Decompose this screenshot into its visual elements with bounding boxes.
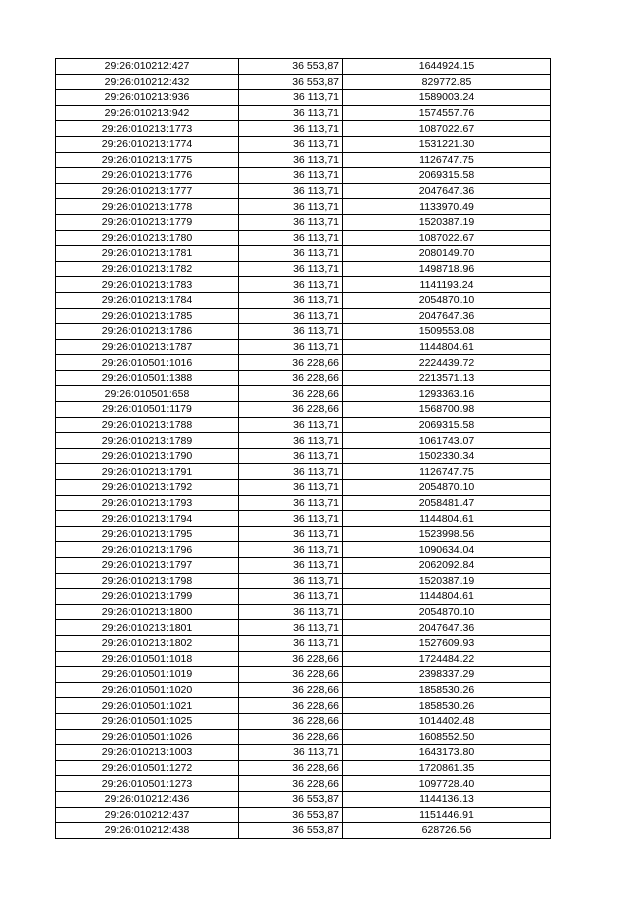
table-row xyxy=(56,183,551,199)
area-value-cell: 36 113,71 xyxy=(239,230,343,246)
table-row xyxy=(56,698,551,714)
table-row xyxy=(56,620,551,636)
cost-value-cell: 1061743.07 xyxy=(343,433,551,449)
area-value-cell: 36 113,71 xyxy=(239,745,343,761)
cost-value-cell: 1858530.26 xyxy=(343,698,551,714)
table-row xyxy=(56,74,551,90)
cost-value-cell: 1133970.49 xyxy=(343,199,551,215)
cost-value-cell: 2054870.10 xyxy=(343,604,551,620)
cost-value-cell: 628726.56 xyxy=(343,823,551,839)
cost-value-cell: 1858530.26 xyxy=(343,682,551,698)
cost-value-cell: 829772.85 xyxy=(343,74,551,90)
cost-value-cell: 1589003.24 xyxy=(343,90,551,106)
area-value-cell: 36 228,66 xyxy=(239,355,343,371)
area-value-cell: 36 113,71 xyxy=(239,152,343,168)
area-value-cell: 36 113,71 xyxy=(239,90,343,106)
cost-value-cell: 1293363.16 xyxy=(343,386,551,402)
cadastral-number-cell: 29:26:010213:1792 xyxy=(56,480,239,496)
area-value-cell: 36 113,71 xyxy=(239,292,343,308)
table-row xyxy=(56,448,551,464)
area-value-cell: 36 113,71 xyxy=(239,573,343,589)
table-row xyxy=(56,402,551,418)
area-value-cell: 36 113,71 xyxy=(239,105,343,121)
table-row xyxy=(56,807,551,823)
table-row xyxy=(56,745,551,761)
area-value-cell: 36 553,87 xyxy=(239,823,343,839)
table-row xyxy=(56,261,551,277)
cadastral-number-cell: 29:26:010501:1016 xyxy=(56,355,239,371)
table-row xyxy=(56,558,551,574)
cost-value-cell: 1087022.67 xyxy=(343,121,551,137)
cadastral-number-cell: 29:26:010212:437 xyxy=(56,807,239,823)
table-row xyxy=(56,823,551,839)
cadastral-number-cell: 29:26:010213:1777 xyxy=(56,183,239,199)
cost-value-cell: 1087022.67 xyxy=(343,230,551,246)
table-row xyxy=(56,90,551,106)
cost-value-cell: 2213571.13 xyxy=(343,370,551,386)
area-value-cell: 36 228,66 xyxy=(239,370,343,386)
area-value-cell: 36 113,71 xyxy=(239,464,343,480)
table-row xyxy=(56,682,551,698)
cost-value-cell: 2062092.84 xyxy=(343,558,551,574)
cost-value-cell: 1502330.34 xyxy=(343,448,551,464)
cost-value-cell: 1144136.13 xyxy=(343,791,551,807)
table-row xyxy=(56,729,551,745)
cadastral-number-cell: 29:26:010213:1798 xyxy=(56,573,239,589)
cadastral-number-cell: 29:26:010501:1018 xyxy=(56,651,239,667)
table-row xyxy=(56,355,551,371)
area-value-cell: 36 228,66 xyxy=(239,386,343,402)
area-value-cell: 36 113,71 xyxy=(239,417,343,433)
table-row xyxy=(56,277,551,293)
area-value-cell: 36 113,71 xyxy=(239,214,343,230)
cost-value-cell: 1520387.19 xyxy=(343,573,551,589)
cadastral-number-cell: 29:26:010213:1787 xyxy=(56,339,239,355)
table-row xyxy=(56,495,551,511)
area-value-cell: 36 228,66 xyxy=(239,713,343,729)
table-row xyxy=(56,121,551,137)
area-value-cell: 36 553,87 xyxy=(239,74,343,90)
cadastral-number-cell: 29:26:010213:1776 xyxy=(56,168,239,184)
cost-value-cell: 1523998.56 xyxy=(343,526,551,542)
cost-value-cell: 2080149.70 xyxy=(343,246,551,262)
area-value-cell: 36 228,66 xyxy=(239,776,343,792)
table-row xyxy=(56,370,551,386)
cadastral-value-table xyxy=(55,58,551,839)
cadastral-number-cell: 29:26:010213:1788 xyxy=(56,417,239,433)
cadastral-number-cell: 29:26:010213:1802 xyxy=(56,635,239,651)
cadastral-number-cell: 29:26:010213:936 xyxy=(56,90,239,106)
table-row xyxy=(56,713,551,729)
cost-value-cell: 1531221.30 xyxy=(343,136,551,152)
cost-value-cell: 1144804.61 xyxy=(343,511,551,527)
cost-value-cell: 1090634.04 xyxy=(343,542,551,558)
area-value-cell: 36 553,87 xyxy=(239,791,343,807)
cost-value-cell: 1643173.80 xyxy=(343,745,551,761)
table-row xyxy=(56,214,551,230)
table-row xyxy=(56,230,551,246)
cadastral-number-cell: 29:26:010212:432 xyxy=(56,74,239,90)
cadastral-number-cell: 29:26:010501:1179 xyxy=(56,402,239,418)
table-row xyxy=(56,791,551,807)
table-row xyxy=(56,464,551,480)
table-row xyxy=(56,480,551,496)
cost-value-cell: 1608552.50 xyxy=(343,729,551,745)
cadastral-number-cell: 29:26:010213:1796 xyxy=(56,542,239,558)
area-value-cell: 36 113,71 xyxy=(239,324,343,340)
area-value-cell: 36 113,71 xyxy=(239,183,343,199)
cadastral-number-cell: 29:26:010213:1793 xyxy=(56,495,239,511)
area-value-cell: 36 113,71 xyxy=(239,308,343,324)
cadastral-number-cell: 29:26:010212:438 xyxy=(56,823,239,839)
table-row xyxy=(56,526,551,542)
cost-value-cell: 2224439.72 xyxy=(343,355,551,371)
cadastral-number-cell: 29:26:010501:1021 xyxy=(56,698,239,714)
area-value-cell: 36 113,71 xyxy=(239,261,343,277)
table-row xyxy=(56,59,551,75)
cost-value-cell: 1568700.98 xyxy=(343,402,551,418)
area-value-cell: 36 113,71 xyxy=(239,339,343,355)
cost-value-cell: 1509553.08 xyxy=(343,324,551,340)
area-value-cell: 36 228,66 xyxy=(239,667,343,683)
area-value-cell: 36 113,71 xyxy=(239,589,343,605)
area-value-cell: 36 113,71 xyxy=(239,480,343,496)
cadastral-number-cell: 29:26:010213:942 xyxy=(56,105,239,121)
area-value-cell: 36 228,66 xyxy=(239,682,343,698)
cost-value-cell: 1527609.93 xyxy=(343,635,551,651)
cadastral-number-cell: 29:26:010501:1025 xyxy=(56,713,239,729)
cost-value-cell: 1644924.15 xyxy=(343,59,551,75)
cadastral-number-cell: 29:26:010501:1020 xyxy=(56,682,239,698)
cadastral-number-cell: 29:26:010213:1801 xyxy=(56,620,239,636)
area-value-cell: 36 113,71 xyxy=(239,168,343,184)
cadastral-number-cell: 29:26:010213:1780 xyxy=(56,230,239,246)
table-row xyxy=(56,667,551,683)
area-value-cell: 36 228,66 xyxy=(239,402,343,418)
cadastral-number-cell: 29:26:010213:1785 xyxy=(56,308,239,324)
cost-value-cell: 1126747.75 xyxy=(343,464,551,480)
cadastral-number-cell: 29:26:010212:436 xyxy=(56,791,239,807)
area-value-cell: 36 553,87 xyxy=(239,807,343,823)
cadastral-number-cell: 29:26:010501:1019 xyxy=(56,667,239,683)
area-value-cell: 36 113,71 xyxy=(239,620,343,636)
area-value-cell: 36 113,71 xyxy=(239,511,343,527)
cost-value-cell: 1144804.61 xyxy=(343,589,551,605)
area-value-cell: 36 113,71 xyxy=(239,542,343,558)
table-body xyxy=(56,59,551,839)
table-row xyxy=(56,105,551,121)
area-value-cell: 36 113,71 xyxy=(239,558,343,574)
cost-value-cell: 1520387.19 xyxy=(343,214,551,230)
area-value-cell: 36 228,66 xyxy=(239,651,343,667)
cost-value-cell: 2069315.58 xyxy=(343,417,551,433)
table-row xyxy=(56,589,551,605)
cost-value-cell: 1144804.61 xyxy=(343,339,551,355)
cost-value-cell: 1097728.40 xyxy=(343,776,551,792)
table-row xyxy=(56,604,551,620)
area-value-cell: 36 553,87 xyxy=(239,59,343,75)
cost-value-cell: 1141193.24 xyxy=(343,277,551,293)
area-value-cell: 36 113,71 xyxy=(239,199,343,215)
cost-value-cell: 2047647.36 xyxy=(343,620,551,636)
cost-value-cell: 1126747.75 xyxy=(343,152,551,168)
table-row xyxy=(56,168,551,184)
cadastral-number-cell: 29:26:010501:1026 xyxy=(56,729,239,745)
area-value-cell: 36 113,71 xyxy=(239,526,343,542)
cadastral-number-cell: 29:26:010213:1799 xyxy=(56,589,239,605)
cadastral-number-cell: 29:26:010213:1778 xyxy=(56,199,239,215)
cost-value-cell: 1498718.96 xyxy=(343,261,551,277)
cadastral-number-cell: 29:26:010213:1783 xyxy=(56,277,239,293)
cadastral-number-cell: 29:26:010501:1272 xyxy=(56,760,239,776)
table-row xyxy=(56,542,551,558)
cadastral-number-cell: 29:26:010213:1773 xyxy=(56,121,239,137)
table-row xyxy=(56,136,551,152)
table-row xyxy=(56,152,551,168)
cadastral-number-cell: 29:26:010213:1795 xyxy=(56,526,239,542)
cadastral-number-cell: 29:26:010213:1003 xyxy=(56,745,239,761)
table-row xyxy=(56,776,551,792)
table-row xyxy=(56,573,551,589)
area-value-cell: 36 113,71 xyxy=(239,246,343,262)
area-value-cell: 36 113,71 xyxy=(239,448,343,464)
cadastral-number-cell: 29:26:010213:1775 xyxy=(56,152,239,168)
cost-value-cell: 2398337.29 xyxy=(343,667,551,683)
cost-value-cell: 1574557.76 xyxy=(343,105,551,121)
cadastral-number-cell: 29:26:010212:427 xyxy=(56,59,239,75)
cadastral-number-cell: 29:26:010501:658 xyxy=(56,386,239,402)
area-value-cell: 36 228,66 xyxy=(239,760,343,776)
cadastral-number-cell: 29:26:010213:1797 xyxy=(56,558,239,574)
cadastral-number-cell: 29:26:010501:1388 xyxy=(56,370,239,386)
area-value-cell: 36 113,71 xyxy=(239,604,343,620)
area-value-cell: 36 113,71 xyxy=(239,136,343,152)
cost-value-cell: 2058481.47 xyxy=(343,495,551,511)
cost-value-cell: 2054870.10 xyxy=(343,292,551,308)
table-row xyxy=(56,651,551,667)
table-row xyxy=(56,339,551,355)
cost-value-cell: 2054870.10 xyxy=(343,480,551,496)
cost-value-cell: 2047647.36 xyxy=(343,183,551,199)
cost-value-cell: 1720861.35 xyxy=(343,760,551,776)
cadastral-number-cell: 29:26:010213:1791 xyxy=(56,464,239,480)
area-value-cell: 36 113,71 xyxy=(239,635,343,651)
cost-value-cell: 1724484.22 xyxy=(343,651,551,667)
cadastral-number-cell: 29:26:010213:1789 xyxy=(56,433,239,449)
cadastral-number-cell: 29:26:010213:1786 xyxy=(56,324,239,340)
table-row xyxy=(56,308,551,324)
cadastral-number-cell: 29:26:010213:1784 xyxy=(56,292,239,308)
table-row xyxy=(56,511,551,527)
table-row xyxy=(56,199,551,215)
area-value-cell: 36 113,71 xyxy=(239,121,343,137)
cost-value-cell: 1151446.91 xyxy=(343,807,551,823)
cost-value-cell: 2047647.36 xyxy=(343,308,551,324)
table-row xyxy=(56,635,551,651)
table-row xyxy=(56,246,551,262)
table-row xyxy=(56,760,551,776)
cost-value-cell: 1014402.48 xyxy=(343,713,551,729)
cadastral-number-cell: 29:26:010213:1782 xyxy=(56,261,239,277)
cadastral-number-cell: 29:26:010213:1779 xyxy=(56,214,239,230)
area-value-cell: 36 228,66 xyxy=(239,729,343,745)
table-row xyxy=(56,417,551,433)
area-value-cell: 36 228,66 xyxy=(239,698,343,714)
cadastral-number-cell: 29:26:010501:1273 xyxy=(56,776,239,792)
area-value-cell: 36 113,71 xyxy=(239,433,343,449)
area-value-cell: 36 113,71 xyxy=(239,495,343,511)
cadastral-number-cell: 29:26:010213:1774 xyxy=(56,136,239,152)
table-row xyxy=(56,292,551,308)
cadastral-number-cell: 29:26:010213:1794 xyxy=(56,511,239,527)
table-row xyxy=(56,386,551,402)
area-value-cell: 36 113,71 xyxy=(239,277,343,293)
cadastral-number-cell: 29:26:010213:1790 xyxy=(56,448,239,464)
table-row xyxy=(56,433,551,449)
cost-value-cell: 2069315.58 xyxy=(343,168,551,184)
table-row xyxy=(56,324,551,340)
cadastral-number-cell: 29:26:010213:1800 xyxy=(56,604,239,620)
cadastral-number-cell: 29:26:010213:1781 xyxy=(56,246,239,262)
